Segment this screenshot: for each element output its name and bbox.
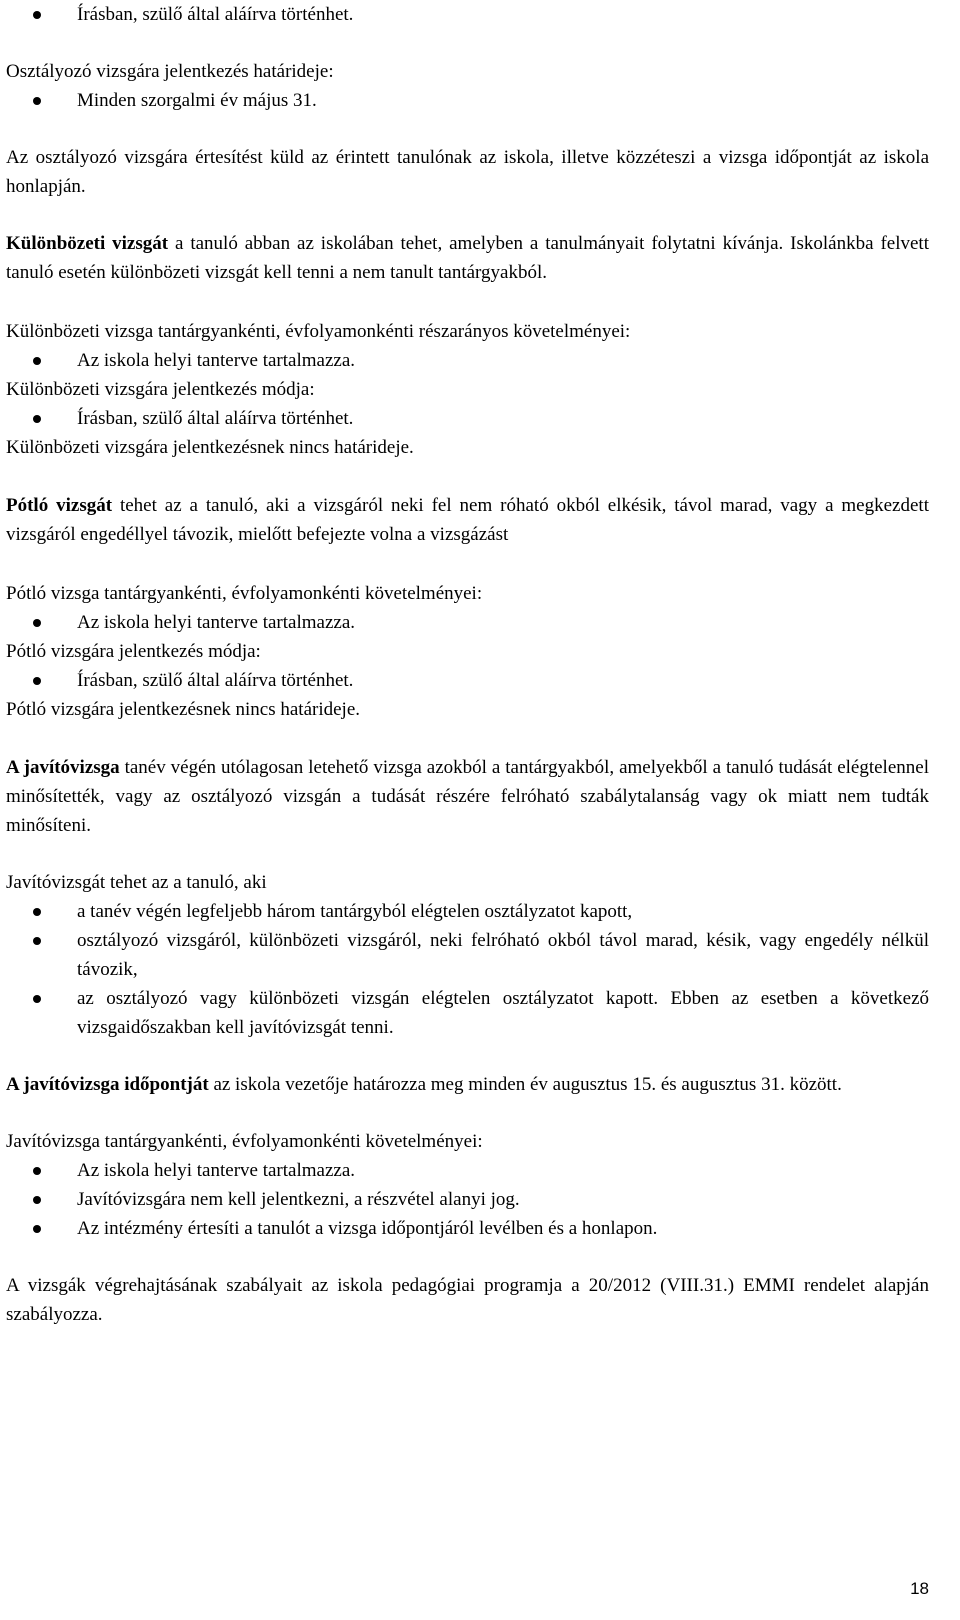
javito-term: A javítóvizsga (6, 757, 120, 778)
javito-date-paragraph (6, 1070, 929, 1099)
list-item: Az iskola helyi tanterve tartalmazza. (6, 608, 929, 637)
list-item: osztályozó vizsgáról, különbözeti vizsgáról, neki felróható okból távol marad, késik, vagy engedély nélkül távozik, (6, 926, 929, 984)
list-item: Javítóvizsgára nem kell jelentkezni, a részvétel alanyi jog. (6, 1185, 929, 1214)
potlo-req-heading: Pótló vizsga tantárgyankénti, évfolyamonkénti követelményei: (6, 583, 483, 604)
kulonbozeti-no-deadline: Különbözeti vizsgára jelentkezésnek nincs határideje. (6, 437, 414, 458)
list-item: Az intézmény értesíti a tanulót a vizsga időpontjáról levélben és a honlapon. (6, 1214, 929, 1243)
osztalyozo-deadline-heading: Osztályozó vizsgára jelentkezés határideje: (6, 61, 334, 82)
bullet-list-top (6, 0, 929, 29)
javito-req-list (6, 1156, 929, 1243)
list-item: Minden szorgalmi év május 31. (6, 86, 929, 115)
javito-date-text: az iskola vezetője határozza meg minden év augusztus 15. és augusztus 31. között. (208, 1074, 842, 1095)
list-item: az osztályozó vagy különbözeti vizsgán elégtelen osztályzatot kapott. Ebben az esetben a következő vizsgaidőszakban kell javítóvizsgát tenni. (6, 984, 929, 1042)
potlo-req-list (6, 608, 929, 637)
closing-paragraph: A vizsgák végrehajtásának szabályait az iskola pedagógiai programja a 20/2012 (VIII.31.) EMMI rendelet alapján szabályozza. (6, 1275, 929, 1325)
kulonbozeti-req-list (6, 346, 929, 375)
potlo-mode-list (6, 666, 929, 695)
potlo-intro-paragraph (6, 491, 929, 549)
osztalyozo-deadline-list (6, 86, 929, 115)
list-item: Az iskola helyi tanterve tartalmazza. (6, 346, 929, 375)
potlo-mode-heading: Pótló vizsgára jelentkezés módja: (6, 641, 261, 662)
list-item: Írásban, szülő által aláírva történhet. (6, 666, 929, 695)
kulonbozeti-term: Különbözeti vizsgát (6, 233, 169, 254)
list-item: a tanév végén legfeljebb három tantárgyból elégtelen osztályzatot kapott, (6, 897, 929, 926)
osztalyozo-notice-paragraph: Az osztályozó vizsgára értesítést küld az érintett tanulónak az iskola, illetve közzéteszi a vizsga időpontját az iskola honlapján. (6, 147, 929, 197)
javito-intro-text: tanév végén utólagosan letehető vizsga azokból a tantárgyakból, amelyekből a tanuló tudását elégtelennel minősítették, vagy az osztályozó vizsgán a tudását részére felróható szabálytalanság vagy ok miatt nem tudták minősíteni. (6, 757, 929, 836)
kulonbozeti-mode-list (6, 404, 929, 433)
javito-who-list (6, 897, 929, 1042)
javito-intro-paragraph (6, 753, 929, 840)
javito-req-heading: Javítóvizsga tantárgyankénti, évfolyamonkénti követelményei: (6, 1131, 483, 1152)
document-body (6, 0, 929, 1329)
kulonbozeti-mode-heading: Különbözeti vizsgára jelentkezés módja: (6, 379, 315, 400)
kulonbozeti-intro-text: a tanuló abban az iskolában tehet, amelyben a tanulmányait folytatni kívánja. Iskolánkba felvett tanuló esetén különbözeti vizsgát kell tenni a nem tanult tantárgyakból. (6, 233, 929, 283)
potlo-no-deadline: Pótló vizsgára jelentkezésnek nincs határideje. (6, 699, 361, 720)
kulonbozeti-req-heading: Különbözeti vizsga tantárgyankénti, évfolyamonkénti részarányos követelményei: (6, 321, 631, 342)
kulonbozeti-intro-paragraph (6, 229, 929, 287)
page-number: 18 (910, 1579, 929, 1598)
javito-who-heading: Javítóvizsgát tehet az a tanuló, aki (6, 872, 267, 893)
javito-date-term: A javítóvizsga időpontját (6, 1074, 209, 1095)
list-item: Írásban, szülő által aláírva történhet. (6, 0, 929, 29)
list-item: Írásban, szülő által aláírva történhet. (6, 404, 929, 433)
potlo-term: Pótló vizsgát (6, 495, 113, 516)
potlo-intro-text: tehet az a tanuló, aki a vizsgáról neki fel nem róható okból elkésik, távol marad, vagy a megkezdett vizsgáról engedéllyel távozik, mielőtt befejezte volna a vizsgázást (6, 495, 929, 545)
list-item: Az iskola helyi tanterve tartalmazza. (6, 1156, 929, 1185)
